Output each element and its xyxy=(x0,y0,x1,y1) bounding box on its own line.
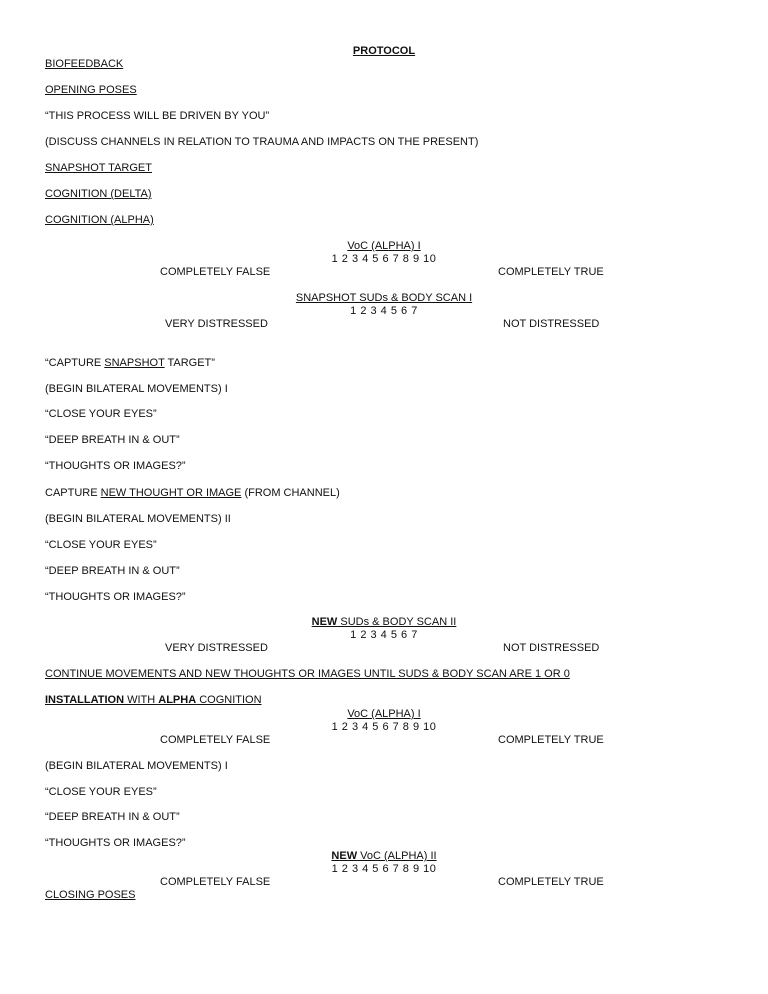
quote-driven-by-you: “THIS PROCESS WILL BE DRIVEN BY YOU” xyxy=(45,110,270,122)
suds-scale-1-left-anchor: VERY DISTRESSED xyxy=(165,318,268,330)
quote-thoughts-3: “THOUGHTS OR IMAGES?” xyxy=(45,837,186,849)
quote-deep-breath-2: “DEEP BREATH IN & OUT” xyxy=(45,565,180,577)
instruction-continue-movements: CONTINUE MOVEMENTS AND NEW THOUGHTS OR IMAGES UNTIL SUDS & BODY SCAN ARE 1 OR 0 xyxy=(45,668,570,680)
heading-opening-poses: OPENING POSES xyxy=(45,84,137,96)
page-title xyxy=(0,45,768,58)
voc-scale-1-left-anchor: COMPLETELY FALSE xyxy=(160,266,271,278)
voc-scale-1-right-anchor: COMPLETELY TRUE xyxy=(498,266,604,278)
instruction-begin-bilateral-1: (BEGIN BILATERAL MOVEMENTS) I xyxy=(45,383,228,395)
suds-scale-2-label-text: SUDs & BODY SCAN II xyxy=(337,616,457,628)
voc-scale-2-label-text: VoC (ALPHA) I xyxy=(347,708,421,720)
voc-scale-1-label-text: VoC (ALPHA) I xyxy=(347,240,421,252)
quote-close-eyes-3: “CLOSE YOUR EYES” xyxy=(45,786,157,798)
installation-with: WITH xyxy=(124,694,159,706)
quote-thoughts-2: “THOUGHTS OR IMAGES?” xyxy=(45,591,186,603)
instruction-begin-bilateral-3: (BEGIN BILATERAL MOVEMENTS) I xyxy=(45,760,228,772)
installation-alpha: ALPHA xyxy=(158,694,197,706)
quote-deep-breath-1: “DEEP BREATH IN & OUT” xyxy=(45,434,180,446)
capture-new-thought-text: NEW THOUGHT OR IMAGE xyxy=(100,487,242,499)
voc-scale-3-label-bold: NEW xyxy=(331,850,358,862)
voc-scale-2-right-anchor: COMPLETELY TRUE xyxy=(498,734,604,746)
voc-scale-3-left-anchor: COMPLETELY FALSE xyxy=(160,876,271,888)
suds-scale-1-numbers: 1 2 3 4 5 6 7 xyxy=(350,305,418,317)
heading-cognition-delta: COGNITION (DELTA) xyxy=(45,188,152,200)
quote-close-eyes-2: “CLOSE YOUR EYES” xyxy=(45,539,157,551)
voc-scale-3-right-anchor: COMPLETELY TRUE xyxy=(498,876,604,888)
quote-close-eyes-1: “CLOSE YOUR EYES” xyxy=(45,408,157,420)
instruction-capture-new-thought xyxy=(45,487,340,500)
capture-suffix: TARGET” xyxy=(164,357,215,369)
voc-scale-1-numbers: 1 2 3 4 5 6 7 8 9 10 xyxy=(331,253,437,265)
voc-scale-3-numbers: 1 2 3 4 5 6 7 8 9 10 xyxy=(331,863,437,875)
voc-scale-2-left-anchor: COMPLETELY FALSE xyxy=(160,734,271,746)
suds-scale-2-label-bold: NEW xyxy=(311,616,338,628)
heading-closing-poses: CLOSING POSES xyxy=(45,889,136,901)
voc-scale-3-label xyxy=(0,850,768,863)
heading-snapshot-target: SNAPSHOT TARGET xyxy=(45,162,152,174)
suds-scale-2-numbers: 1 2 3 4 5 6 7 xyxy=(350,629,418,641)
quote-thoughts-1: “THOUGHTS OR IMAGES?” xyxy=(45,460,186,472)
capture-new-suffix: (FROM CHANNEL) xyxy=(241,487,340,499)
suds-scale-2-right-anchor: NOT DISTRESSED xyxy=(503,642,600,654)
voc-scale-1-label xyxy=(0,240,768,253)
voc-scale-2-numbers: 1 2 3 4 5 6 7 8 9 10 xyxy=(331,721,437,733)
suds-scale-1-right-anchor: NOT DISTRESSED xyxy=(503,318,600,330)
voc-scale-3-label-text: VoC (ALPHA) II xyxy=(357,850,437,862)
heading-cognition-alpha: COGNITION (ALPHA) xyxy=(45,214,154,226)
suds-scale-1-label xyxy=(0,292,768,305)
quote-capture-snapshot-target xyxy=(45,357,215,370)
installation-cognition: COGNITION xyxy=(196,694,262,706)
heading-installation xyxy=(45,694,262,707)
page-title-text: PROTOCOL xyxy=(352,45,416,57)
suds-scale-2-label xyxy=(0,616,768,629)
instruction-begin-bilateral-2: (BEGIN BILATERAL MOVEMENTS) II xyxy=(45,513,231,525)
capture-snapshot-word: SNAPSHOT xyxy=(104,357,165,369)
installation-bold: INSTALLATION xyxy=(45,694,125,706)
heading-biofeedback: BIOFEEDBACK xyxy=(45,58,124,70)
suds-scale-2-left-anchor: VERY DISTRESSED xyxy=(165,642,268,654)
capture-prefix: “CAPTURE xyxy=(45,357,105,369)
voc-scale-2-label xyxy=(0,708,768,721)
instruction-discuss-channels: (DISCUSS CHANNELS IN RELATION TO TRAUMA AND IMPACTS ON THE PRESENT) xyxy=(45,136,479,148)
suds-scale-1-label-text: SNAPSHOT SUDs & BODY SCAN I xyxy=(295,292,473,304)
quote-deep-breath-3: “DEEP BREATH IN & OUT” xyxy=(45,811,180,823)
capture-new-prefix: CAPTURE xyxy=(45,487,101,499)
